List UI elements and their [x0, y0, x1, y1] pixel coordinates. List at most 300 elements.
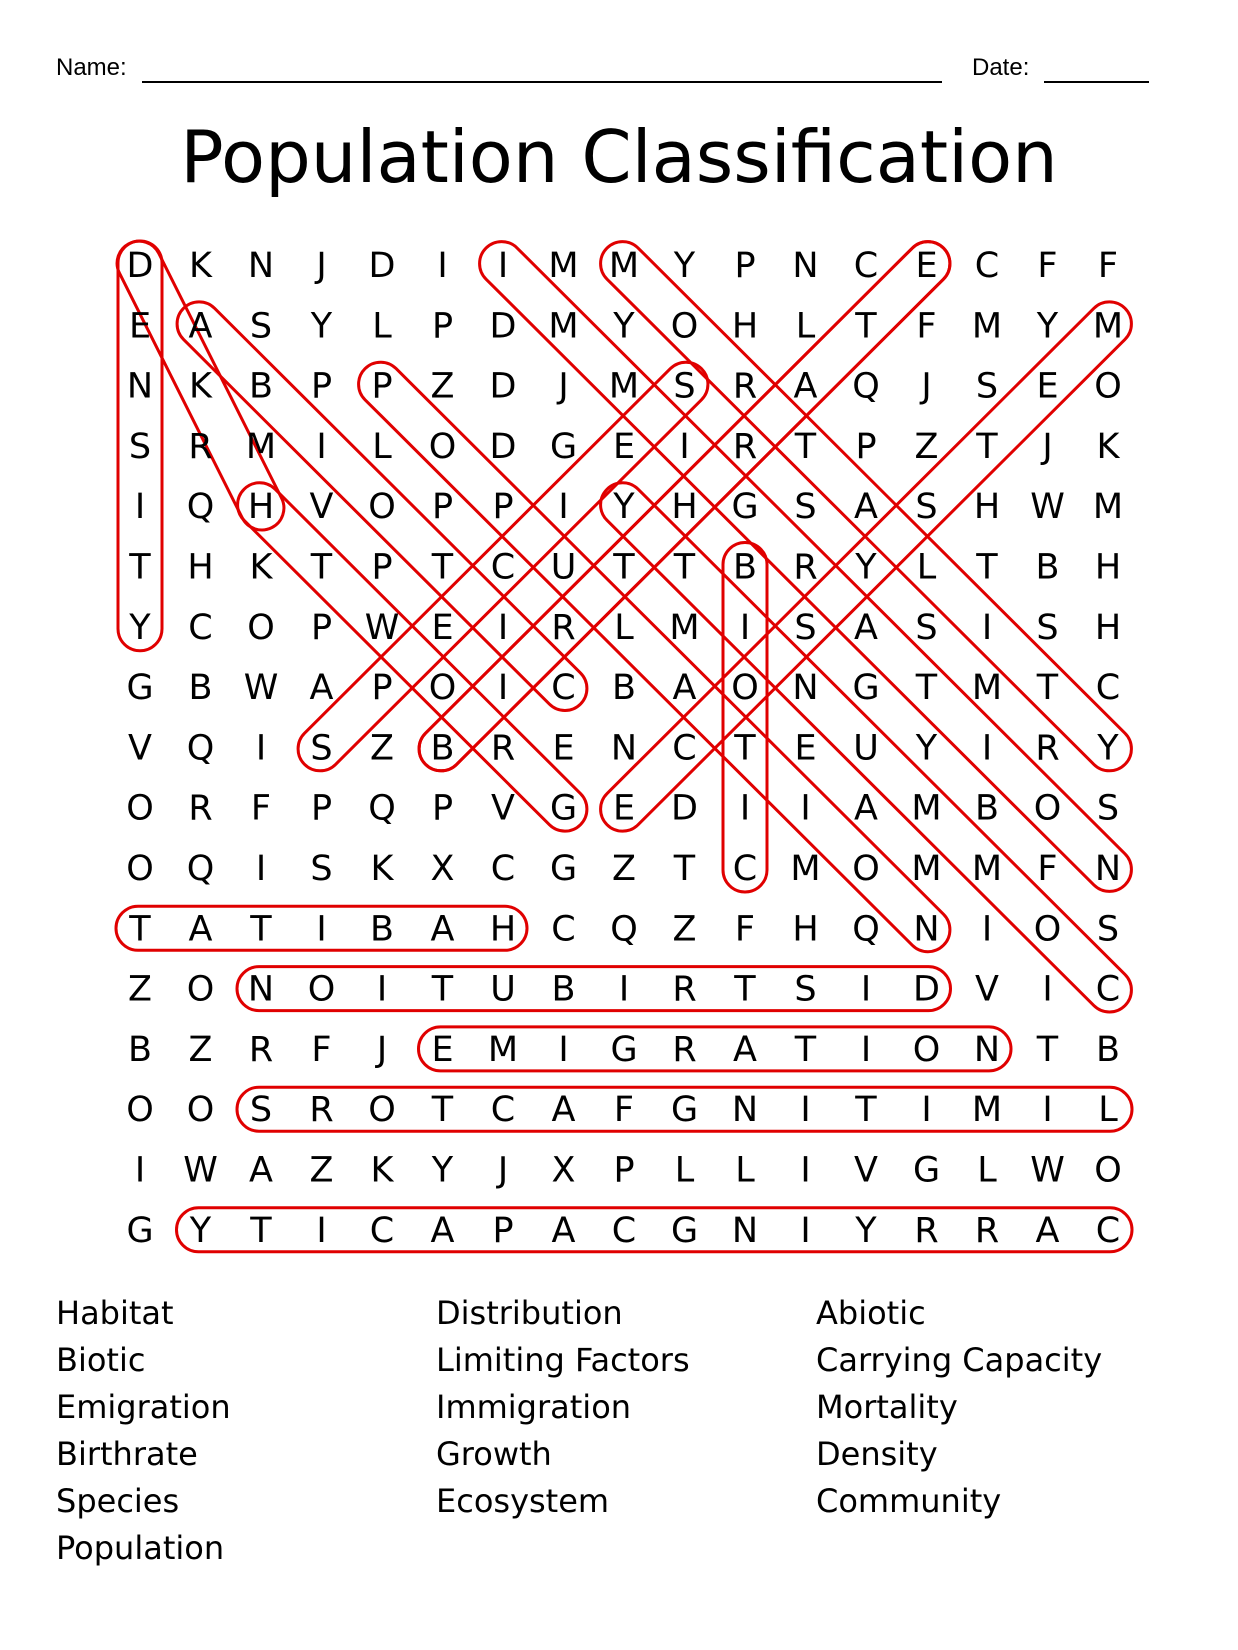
grid-letter[interactable]: B — [430, 728, 455, 769]
grid-letter[interactable]: I — [800, 1090, 811, 1131]
grid-letter[interactable]: N — [247, 969, 275, 1010]
grid-letter[interactable]: J — [497, 1150, 509, 1191]
grid-letter[interactable]: I — [618, 969, 630, 1010]
grid-letter[interactable]: O — [247, 607, 275, 648]
grid-letter[interactable]: H — [247, 487, 275, 528]
grid-letter[interactable]: D — [671, 788, 698, 829]
grid-letter[interactable]: E — [552, 728, 575, 769]
grid-letter[interactable]: Z — [672, 909, 697, 950]
grid-letter[interactable]: I — [739, 607, 751, 648]
grid-letter[interactable]: A — [672, 668, 697, 709]
grid-letter[interactable]: T — [734, 728, 756, 769]
word-item: Birthrate — [56, 1435, 198, 1473]
grid-letter[interactable]: Q — [852, 909, 880, 950]
grid-letter[interactable]: G — [126, 1210, 154, 1251]
grid-letter[interactable]: C — [188, 607, 213, 648]
grid-letter[interactable]: I — [376, 969, 388, 1010]
grid-letter[interactable]: I — [679, 426, 690, 467]
grid-letter[interactable]: M — [669, 607, 700, 648]
grid-letter[interactable]: L — [1098, 1090, 1118, 1131]
grid-letter[interactable]: C — [732, 849, 758, 889]
grid-letter[interactable]: A — [854, 607, 878, 648]
grid-letter[interactable]: R — [551, 607, 576, 648]
grid-letter[interactable]: S — [249, 1090, 273, 1131]
grid-letter[interactable]: N — [792, 668, 819, 709]
grid-letter[interactable]: T — [250, 909, 272, 950]
grid-letter[interactable]: Q — [368, 788, 396, 829]
grid-letter[interactable]: F — [734, 909, 756, 950]
grid-letter[interactable]: R — [732, 426, 758, 467]
grid-letter[interactable]: E — [612, 426, 636, 467]
word-item: Density — [816, 1435, 938, 1473]
grid-letter[interactable]: T — [976, 547, 998, 588]
grid-letter[interactable]: Y — [613, 306, 635, 347]
grid-letter[interactable]: I — [558, 1029, 569, 1070]
grid-letter[interactable]: W — [1030, 1150, 1065, 1191]
grid-letter[interactable]: R — [188, 426, 213, 467]
grid-letter[interactable]: M — [487, 1029, 519, 1070]
grid-letter[interactable]: A — [430, 909, 455, 950]
grid-letter[interactable]: T — [855, 306, 877, 347]
grid-letter[interactable]: A — [551, 1090, 576, 1131]
grid-letter[interactable]: C — [490, 547, 516, 588]
grid-letter[interactable]: U — [550, 547, 577, 588]
grid-letter[interactable]: E — [128, 306, 152, 347]
grid-letter[interactable]: I — [316, 426, 327, 467]
grid-letter[interactable]: O — [368, 487, 396, 528]
grid-letter[interactable]: W — [183, 1150, 218, 1191]
grid-letter[interactable]: I — [316, 909, 327, 950]
grid-letter[interactable]: V — [975, 969, 999, 1010]
grid-letter[interactable]: N — [126, 366, 154, 407]
word-item: Ecosystem — [436, 1482, 610, 1520]
grid-letter[interactable]: M — [548, 246, 579, 286]
grid-letter[interactable]: X — [551, 1150, 576, 1191]
grid-letter[interactable]: S — [128, 426, 152, 467]
grid-letter[interactable]: I — [921, 1090, 932, 1131]
grid-letter[interactable]: E — [431, 607, 454, 648]
grid-letter[interactable]: Y — [613, 487, 635, 528]
grid-letter[interactable]: N — [731, 1090, 759, 1131]
grid-letter[interactable]: H — [731, 306, 759, 347]
grid-letter[interactable]: Y — [189, 1210, 212, 1251]
grid-letter[interactable]: Q — [186, 728, 215, 769]
grid-letter[interactable]: M — [971, 849, 1003, 889]
grid-letter[interactable]: A — [854, 788, 878, 829]
grid-letter[interactable]: T — [673, 547, 696, 588]
grid-letter[interactable]: S — [915, 607, 938, 648]
grid-letter[interactable]: D — [913, 969, 940, 1010]
grid-letter[interactable]: Z — [128, 969, 152, 1010]
grid-letter[interactable]: S — [915, 487, 938, 528]
grid-letter[interactable]: W — [1030, 487, 1065, 528]
grid-letter[interactable]: F — [916, 306, 937, 347]
grid-letter[interactable]: S — [249, 306, 273, 347]
grid-letter[interactable]: L — [977, 1150, 997, 1191]
grid-letter[interactable]: I — [1042, 969, 1053, 1010]
grid-letter[interactable]: L — [795, 306, 816, 347]
grid-letter[interactable]: G — [912, 1150, 941, 1191]
grid-letter[interactable]: U — [490, 969, 516, 1010]
grid-letter[interactable]: L — [614, 607, 634, 648]
grid-letter[interactable]: O — [428, 668, 457, 709]
grid-letter[interactable]: I — [739, 788, 751, 829]
word-item: Abiotic — [816, 1294, 926, 1332]
grid-letter[interactable]: N — [1094, 849, 1122, 889]
grid-letter[interactable]: A — [551, 1210, 576, 1251]
grid-letter[interactable]: Q — [186, 487, 215, 528]
grid-letter[interactable]: R — [974, 1210, 1000, 1251]
grid-letter[interactable]: B — [732, 547, 758, 588]
grid-letter[interactable]: M — [1092, 306, 1124, 347]
grid-letter[interactable]: W — [243, 668, 279, 709]
grid-letter[interactable]: I — [800, 1210, 811, 1251]
grid-letter[interactable]: B — [611, 668, 637, 709]
grid-letter[interactable]: P — [492, 1210, 514, 1251]
grid-letter[interactable]: O — [731, 668, 759, 709]
grid-letter[interactable]: O — [912, 1029, 941, 1070]
grid-letter[interactable]: T — [129, 547, 151, 588]
grid-letter[interactable]: B — [551, 969, 576, 1010]
grid-letter[interactable]: K — [189, 366, 212, 407]
grid-letter[interactable]: K — [189, 246, 212, 286]
grid-letter[interactable]: K — [370, 1150, 394, 1191]
grid-letter[interactable]: B — [1095, 1029, 1121, 1070]
word-item: Carrying Capacity — [816, 1341, 1103, 1379]
grid-letter[interactable]: N — [247, 246, 275, 286]
grid-letter[interactable]: N — [792, 246, 819, 286]
grid-letter[interactable]: B — [127, 1029, 153, 1070]
grid-letter[interactable]: T — [976, 426, 998, 467]
grid-letter[interactable]: C — [1095, 668, 1121, 709]
grid-letter[interactable]: S — [1096, 788, 1120, 829]
grid-letter[interactable]: U — [853, 728, 879, 769]
grid-letter[interactable]: M — [911, 788, 942, 829]
grid-letter[interactable]: J — [316, 246, 327, 286]
grid-letter[interactable]: G — [670, 1210, 699, 1251]
grid-letter[interactable]: Z — [188, 1029, 213, 1070]
grid-letter[interactable]: R — [1035, 728, 1060, 769]
grid-letter[interactable]: M — [245, 426, 277, 467]
grid-letter[interactable]: G — [610, 1029, 638, 1070]
grid-letter[interactable]: T — [673, 849, 696, 889]
grid-letter[interactable]: S — [794, 969, 817, 1010]
grid-letter[interactable]: O — [126, 849, 154, 889]
grid-letter[interactable]: C — [490, 849, 516, 889]
grid-letter[interactable]: G — [731, 487, 759, 528]
grid-letter[interactable]: M — [608, 246, 640, 286]
grid-letter[interactable]: R — [188, 788, 213, 829]
grid-letter[interactable]: R — [732, 366, 758, 407]
grid-letter[interactable]: J — [1042, 426, 1053, 467]
grid-letter[interactable]: M — [911, 849, 942, 889]
grid-letter[interactable]: S — [310, 849, 333, 889]
grid-letter[interactable]: O — [307, 969, 336, 1010]
grid-letter[interactable]: N — [973, 1029, 1001, 1070]
grid-letter[interactable]: I — [134, 487, 146, 528]
grid-letter[interactable]: J — [921, 366, 932, 407]
grid-letter[interactable]: I — [981, 909, 993, 950]
grid-letter[interactable]: F — [311, 1029, 332, 1070]
grid-letter[interactable]: S — [794, 607, 817, 648]
grid-letter[interactable]: Y — [673, 246, 696, 286]
grid-letter[interactable]: O — [1094, 1150, 1122, 1191]
grid-letter[interactable]: G — [549, 788, 578, 829]
grid-letter[interactable]: H — [973, 487, 1001, 528]
grid-letter[interactable]: G — [126, 668, 154, 709]
grid-letter[interactable]: T — [129, 909, 151, 950]
grid-letter[interactable]: V — [309, 487, 334, 528]
grid-letter[interactable]: C — [974, 246, 1000, 286]
grid-letter[interactable]: Q — [610, 909, 638, 950]
grid-letter[interactable]: A — [188, 306, 213, 347]
grid-letter[interactable]: T — [734, 969, 756, 1010]
grid-letter[interactable]: I — [255, 849, 267, 889]
grid-letter[interactable]: D — [126, 246, 154, 286]
grid-letter[interactable]: O — [852, 849, 880, 889]
grid-letter[interactable]: V — [491, 788, 515, 829]
grid-letter[interactable]: E — [915, 246, 938, 286]
grid-letter[interactable]: S — [975, 366, 999, 407]
word-item: Community — [816, 1482, 1002, 1520]
grid-letter[interactable]: F — [1037, 849, 1058, 889]
grid-letter[interactable]: H — [187, 547, 214, 588]
grid-letter[interactable]: R — [672, 1029, 697, 1070]
grid-letter[interactable]: D — [489, 426, 517, 467]
grid-letter[interactable]: O — [126, 1090, 154, 1131]
grid-letter[interactable]: I — [497, 246, 509, 286]
grid-letter[interactable]: A — [188, 909, 213, 950]
grid-letter[interactable]: B — [974, 788, 1000, 829]
grid-letter[interactable]: R — [309, 1090, 334, 1131]
grid-letter[interactable]: C — [853, 246, 879, 286]
grid-letter[interactable]: P — [371, 366, 393, 407]
grid-letter[interactable]: I — [497, 607, 509, 648]
grid-letter[interactable]: F — [1037, 246, 1058, 286]
grid-letter[interactable]: L — [372, 426, 392, 467]
grid-letter[interactable]: Z — [430, 366, 455, 407]
grid-letter[interactable]: A — [309, 668, 334, 709]
grid-letter[interactable]: A — [793, 366, 818, 407]
grid-letter[interactable]: P — [371, 668, 393, 709]
grid-letter[interactable]: B — [1035, 547, 1060, 588]
grid-letter[interactable]: F — [613, 1090, 635, 1131]
grid-letter[interactable]: A — [854, 487, 878, 528]
grid-letter[interactable]: O — [186, 969, 215, 1010]
grid-letter[interactable]: Z — [309, 1150, 334, 1191]
grid-letter[interactable]: L — [735, 1150, 755, 1191]
grid-letter[interactable]: O — [186, 1090, 215, 1131]
grid-letter[interactable]: Y — [431, 1150, 454, 1191]
grid-letter[interactable]: T — [431, 547, 454, 588]
grid-letter[interactable]: C — [551, 668, 576, 709]
grid-letter[interactable]: G — [670, 1090, 699, 1131]
grid-letter[interactable]: I — [860, 1029, 872, 1070]
grid-letter[interactable]: V — [854, 1150, 878, 1191]
grid-letter[interactable]: C — [551, 909, 576, 950]
grid-letter[interactable]: T — [310, 547, 333, 588]
grid-letter[interactable]: H — [1094, 607, 1122, 648]
grid-letter[interactable]: M — [971, 668, 1003, 709]
grid-letter[interactable]: P — [310, 366, 333, 407]
grid-letter[interactable]: I — [316, 1210, 327, 1251]
grid-letter[interactable]: T — [431, 1090, 454, 1131]
grid-letter[interactable]: K — [1096, 426, 1120, 467]
grid-letter[interactable]: H — [489, 909, 517, 950]
grid-letter[interactable]: M — [790, 849, 821, 889]
grid-letter[interactable]: I — [134, 1150, 146, 1191]
grid-letter[interactable]: A — [733, 1029, 757, 1070]
word-item: Growth — [436, 1435, 552, 1473]
grid-letter[interactable]: Y — [310, 306, 333, 347]
grid-letter[interactable]: P — [492, 487, 514, 528]
grid-letter[interactable]: W — [364, 607, 400, 648]
grid-letter[interactable]: P — [734, 246, 756, 286]
grid-letter[interactable]: S — [794, 487, 817, 528]
grid-letter[interactable]: T — [1036, 1029, 1059, 1070]
grid-letter[interactable]: Y — [855, 1210, 877, 1251]
grid-letter[interactable]: I — [981, 607, 993, 648]
grid-letter[interactable]: P — [431, 487, 454, 528]
grid-letter[interactable]: G — [549, 426, 578, 467]
grid-letter[interactable]: T — [915, 668, 938, 709]
grid-letter[interactable]: B — [188, 668, 213, 709]
grid-letter[interactable]: D — [489, 306, 517, 347]
grid-letter[interactable]: P — [310, 607, 333, 648]
grid-letter[interactable]: R — [490, 728, 516, 769]
grid-letter[interactable]: N — [610, 728, 638, 769]
grid-letter[interactable]: E — [431, 1029, 454, 1070]
grid-letter[interactable]: Z — [914, 426, 939, 467]
grid-letter[interactable]: Y — [915, 728, 938, 769]
grid-letter[interactable]: I — [800, 1150, 811, 1191]
grid-letter[interactable]: L — [372, 306, 392, 347]
grid-letter[interactable]: E — [1036, 366, 1059, 407]
grid-letter[interactable]: P — [431, 306, 454, 347]
grid-letter[interactable]: C — [369, 1210, 395, 1251]
grid-letter[interactable]: S — [310, 728, 333, 769]
grid-letter[interactable]: Q — [186, 849, 215, 889]
grid-letter[interactable]: P — [310, 788, 333, 829]
grid-letter[interactable]: C — [1095, 969, 1121, 1010]
grid-letter[interactable]: E — [794, 728, 817, 769]
grid-letter[interactable]: N — [731, 1210, 759, 1251]
grid-letter[interactable]: G — [549, 849, 578, 889]
grid-letter[interactable]: D — [489, 366, 517, 407]
grid-letter[interactable]: A — [430, 1210, 455, 1251]
grid-letter[interactable]: P — [431, 788, 454, 829]
grid-letter[interactable]: N — [913, 909, 940, 950]
grid-letter[interactable]: Z — [612, 849, 636, 889]
grid-letter[interactable]: B — [369, 909, 395, 950]
grid-letter[interactable]: H — [792, 909, 819, 950]
grid-letter[interactable]: C — [672, 728, 697, 769]
grid-letter[interactable]: H — [671, 487, 698, 528]
grid-letter[interactable]: J — [376, 1029, 388, 1070]
grid-letter[interactable]: P — [855, 426, 877, 467]
grid-letter[interactable]: I — [558, 487, 569, 528]
grid-letter[interactable]: T — [794, 1029, 817, 1070]
grid-letter[interactable]: L — [674, 1150, 695, 1191]
grid-letter[interactable]: T — [1036, 668, 1059, 709]
word-column-2 — [436, 1290, 796, 1525]
grid-letter[interactable]: I — [860, 969, 872, 1010]
grid-letter[interactable]: Y — [129, 607, 151, 648]
word-bank — [56, 1290, 1186, 1590]
grid-letter[interactable]: I — [497, 668, 509, 709]
grid-letter[interactable]: R — [914, 1210, 939, 1251]
grid-letter[interactable]: T — [250, 1210, 272, 1251]
grid-letter[interactable]: B — [248, 366, 274, 407]
grid-letter[interactable]: O — [126, 788, 154, 829]
grid-letter[interactable]: O — [368, 1090, 396, 1131]
grid-letter[interactable]: Q — [852, 366, 880, 407]
grid-letter[interactable]: C — [1095, 1210, 1121, 1251]
word-item: Species — [56, 1482, 180, 1520]
grid-letter[interactable]: S — [673, 366, 696, 407]
grid-letter[interactable]: C — [611, 1210, 637, 1251]
grid-letter[interactable]: M — [1092, 487, 1124, 528]
grid-letter[interactable]: K — [370, 849, 394, 889]
grid-letter[interactable]: P — [371, 547, 393, 588]
grid-letter[interactable]: O — [1033, 788, 1062, 829]
grid-letter[interactable]: R — [672, 969, 697, 1010]
grid-letter[interactable]: I — [981, 728, 993, 769]
grid-letter[interactable]: O — [1033, 909, 1062, 950]
grid-letter[interactable]: R — [248, 1029, 274, 1070]
grid-letter[interactable]: X — [430, 849, 455, 889]
grid-letter[interactable]: S — [1096, 909, 1120, 950]
grid-letter[interactable]: A — [249, 1150, 273, 1191]
grid-letter[interactable]: F — [1097, 246, 1119, 286]
grid-letter[interactable]: I — [1042, 1090, 1053, 1131]
grid-letter[interactable]: Y — [1036, 306, 1059, 347]
grid-letter[interactable]: M — [548, 306, 579, 347]
grid-letter[interactable]: Y — [855, 547, 877, 588]
grid-letter[interactable]: K — [249, 547, 273, 588]
grid-letter[interactable]: C — [490, 1090, 516, 1131]
grid-letter[interactable]: I — [800, 788, 811, 829]
grid-letter[interactable]: P — [613, 1150, 635, 1191]
grid-letter[interactable]: T — [431, 969, 454, 1010]
grid-letter[interactable]: F — [250, 788, 272, 829]
word-item: Distribution — [436, 1294, 623, 1332]
grid-letter[interactable]: M — [971, 1090, 1003, 1131]
grid-letter[interactable]: G — [852, 668, 880, 709]
grid-letter[interactable]: T — [794, 426, 817, 467]
grid-letter[interactable]: A — [1035, 1210, 1060, 1251]
grid-letter[interactable]: S — [1036, 607, 1059, 648]
grid-letter[interactable]: H — [1094, 547, 1122, 588]
grid-letter[interactable]: L — [916, 547, 937, 588]
grid-letter[interactable]: T — [855, 1090, 877, 1131]
grid-letter[interactable]: E — [612, 788, 636, 829]
grid-letter[interactable]: J — [558, 366, 569, 407]
grid-letter[interactable]: M — [971, 306, 1003, 347]
grid-letter[interactable]: Y — [1097, 728, 1119, 769]
grid-letter[interactable]: M — [608, 366, 640, 407]
grid-letter[interactable]: O — [670, 306, 699, 347]
grid-letter[interactable]: V — [128, 728, 152, 769]
grid-letter[interactable]: R — [793, 547, 818, 588]
grid-letter[interactable]: I — [255, 728, 267, 769]
grid-letter[interactable]: T — [613, 547, 635, 588]
grid-letter[interactable]: O — [428, 426, 457, 467]
grid-letter[interactable]: I — [437, 246, 448, 286]
grid-letter[interactable]: Z — [370, 728, 394, 769]
grid-letter[interactable]: O — [1094, 366, 1122, 407]
grid-letter[interactable]: D — [368, 246, 396, 286]
